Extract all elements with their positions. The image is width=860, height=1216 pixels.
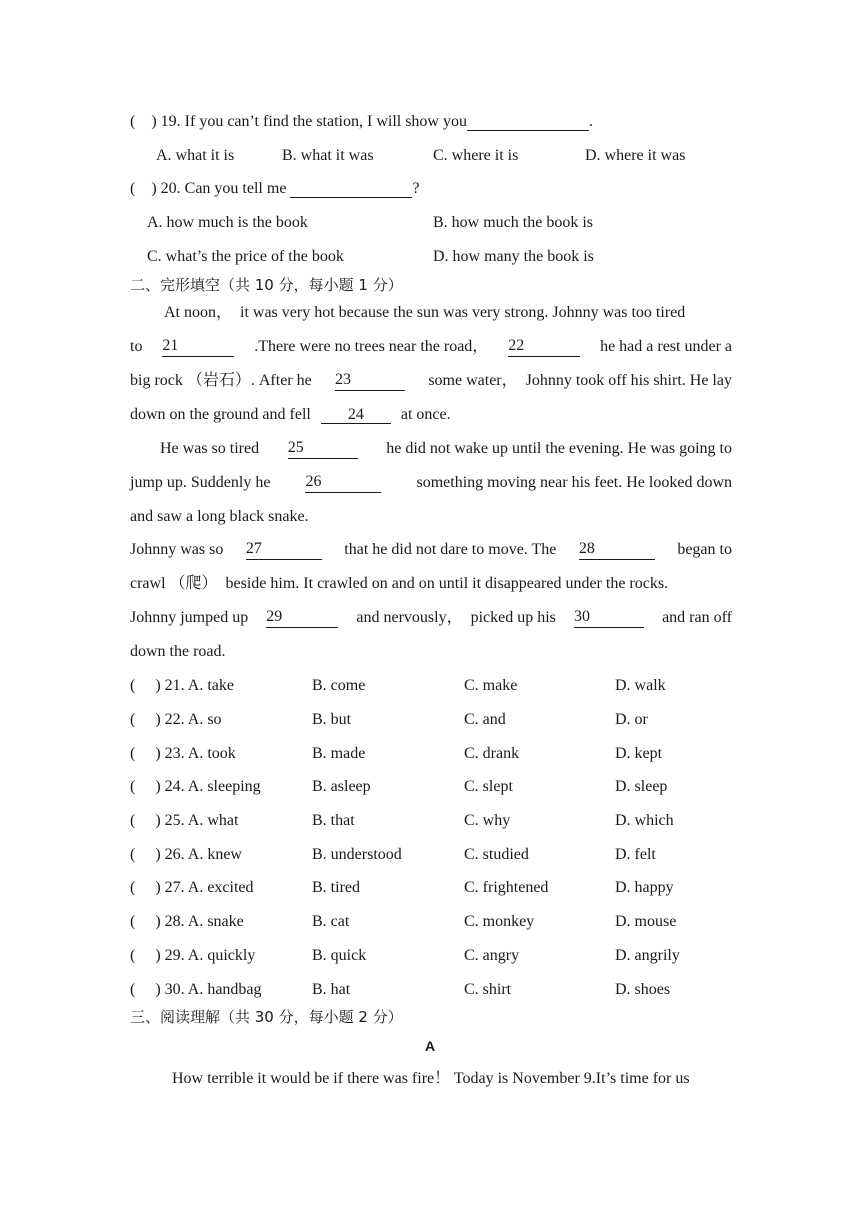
option-c[interactable]: C. studied bbox=[464, 846, 529, 863]
cloze-blank-30[interactable]: 30 bbox=[574, 608, 644, 628]
passage-line bbox=[130, 507, 309, 527]
option-c[interactable]: C. monkey bbox=[464, 913, 535, 930]
passage-line bbox=[130, 642, 226, 662]
question-19 bbox=[130, 112, 593, 132]
option-19-a[interactable]: A. what it is bbox=[156, 147, 235, 164]
question-row-25 bbox=[130, 811, 770, 831]
cloze-blank-23[interactable]: 23 bbox=[335, 371, 405, 391]
question-row-29 bbox=[130, 946, 770, 966]
option-b[interactable]: B. but bbox=[312, 711, 352, 728]
option-19-b[interactable]: B. what it was bbox=[282, 147, 374, 164]
passage-text: At noon， it was very hot because the sun was very strong. Johnny was too tired bbox=[164, 304, 686, 321]
cloze-blank-22[interactable]: 22 bbox=[508, 337, 580, 357]
passage-text: began to bbox=[677, 541, 732, 558]
option-a[interactable]: ( ) 28. A. snake bbox=[130, 913, 244, 930]
passage-text: He was so tired bbox=[160, 440, 260, 457]
passage-text: he had a rest under a bbox=[600, 338, 732, 355]
question-row-27 bbox=[130, 878, 770, 898]
option-c[interactable]: C. slept bbox=[464, 778, 513, 795]
section-3-heading: 三、阅读理解（共 30 分，每小题 2 分） bbox=[130, 1008, 403, 1026]
question-row-26 bbox=[130, 845, 770, 865]
option-d[interactable]: D. felt bbox=[615, 846, 656, 863]
option-b[interactable]: B. cat bbox=[312, 913, 350, 930]
passage-text: .There were no trees near the road， bbox=[254, 338, 489, 355]
option-d[interactable]: D. walk bbox=[615, 677, 666, 694]
option-c[interactable]: C. drank bbox=[464, 745, 520, 762]
option-a[interactable]: ( ) 24. A. sleeping bbox=[130, 778, 261, 795]
passage-text: crawl （爬） beside him. It crawled on and on until it disappeared under the rocks. bbox=[130, 575, 669, 592]
passage-text: and saw a long black snake. bbox=[130, 508, 309, 525]
option-20-a[interactable]: A. how much is the book bbox=[147, 214, 308, 231]
passage-line: How terrible it would be if there was fire！ Today is November 9.It’s time for us bbox=[172, 1070, 690, 1087]
option-19-c[interactable]: C. where it is bbox=[433, 147, 519, 164]
question-row-23 bbox=[130, 744, 770, 764]
option-b[interactable]: B. that bbox=[312, 812, 355, 829]
passage-line bbox=[130, 337, 732, 357]
question-row-30 bbox=[130, 980, 770, 1000]
option-c[interactable]: C. frightened bbox=[464, 879, 549, 896]
option-d[interactable]: D. or bbox=[615, 711, 648, 728]
option-a[interactable]: ( ) 23. A. took bbox=[130, 745, 236, 762]
passage-text: to bbox=[130, 338, 143, 355]
passage-line bbox=[160, 439, 732, 459]
cloze-blank-21[interactable]: 21 bbox=[162, 337, 234, 357]
section-2-heading: 二、完形填空（共 10 分，每小题 1 分） bbox=[130, 276, 403, 294]
question-19-paren: ( bbox=[130, 113, 136, 130]
passage-text: Johnny was so bbox=[130, 541, 224, 558]
option-a[interactable]: ( ) 27. A. excited bbox=[130, 879, 254, 896]
question-20-paren: ( bbox=[130, 180, 136, 197]
passage-text: down on the ground and fell bbox=[130, 406, 311, 423]
option-d[interactable]: D. which bbox=[615, 812, 674, 829]
option-d[interactable]: D. mouse bbox=[615, 913, 677, 930]
option-d[interactable]: D. happy bbox=[615, 879, 674, 896]
option-20-b[interactable]: B. how much the book is bbox=[433, 214, 593, 231]
cloze-blank-24[interactable]: 24 bbox=[321, 406, 391, 424]
option-c[interactable]: C. make bbox=[464, 677, 518, 694]
option-b[interactable]: B. made bbox=[312, 745, 366, 762]
passage-text: he did not wake up until the evening. He was going to bbox=[386, 440, 732, 457]
passage-line bbox=[130, 473, 732, 493]
passage-line bbox=[164, 303, 732, 323]
option-c[interactable]: C. and bbox=[464, 711, 506, 728]
option-20-c[interactable]: C. what’s the price of the book bbox=[147, 248, 344, 265]
passage-line bbox=[130, 574, 732, 594]
question-row-21 bbox=[130, 676, 770, 696]
passage-text: and nervously， picked up his bbox=[356, 609, 556, 626]
option-b[interactable]: B. quick bbox=[312, 947, 367, 964]
passage-text: down the road. bbox=[130, 643, 226, 660]
option-b[interactable]: B. come bbox=[312, 677, 366, 694]
option-a[interactable]: ( ) 25. A. what bbox=[130, 812, 239, 829]
question-20-end: ? bbox=[412, 180, 420, 197]
question-19-stem: ) 19. If you can’t find the station, I will show you bbox=[135, 113, 467, 130]
option-d[interactable]: D. shoes bbox=[615, 981, 671, 998]
option-a[interactable]: ( ) 22. A. so bbox=[130, 711, 222, 728]
cloze-blank-28[interactable]: 28 bbox=[579, 540, 655, 560]
passage-text: that he did not dare to move. The bbox=[344, 541, 557, 558]
passage-text: at once. bbox=[400, 406, 451, 423]
passage-text: something moving near his feet. He looked down bbox=[416, 474, 732, 491]
passage-text: and ran off bbox=[662, 609, 732, 626]
option-d[interactable]: D. angrily bbox=[615, 947, 680, 964]
option-d[interactable]: D. sleep bbox=[615, 778, 668, 795]
question-row-24 bbox=[130, 777, 770, 797]
answer-blank-19[interactable] bbox=[467, 113, 589, 131]
option-d[interactable]: D. kept bbox=[615, 745, 663, 762]
question-19-end: . bbox=[588, 113, 593, 130]
option-c[interactable]: C. shirt bbox=[464, 981, 512, 998]
question-row-28 bbox=[130, 912, 770, 932]
option-c[interactable]: C. angry bbox=[464, 947, 520, 964]
cloze-blank-25[interactable]: 25 bbox=[288, 439, 358, 459]
option-a[interactable]: ( ) 30. A. handbag bbox=[130, 981, 262, 998]
passage-text: jump up. Suddenly he bbox=[130, 474, 271, 491]
option-b[interactable]: B. asleep bbox=[312, 778, 371, 795]
passage-line bbox=[130, 405, 451, 425]
passage-line bbox=[130, 371, 732, 391]
option-b[interactable]: B. understood bbox=[312, 846, 402, 863]
option-a[interactable]: ( ) 26. A. knew bbox=[130, 846, 242, 863]
passage-line bbox=[130, 540, 732, 560]
question-20 bbox=[130, 179, 420, 199]
passage-text: Johnny jumped up bbox=[130, 609, 249, 626]
option-b[interactable]: B. hat bbox=[312, 981, 351, 998]
passage-line bbox=[130, 608, 732, 628]
passage-text: big rock （岩石）. After he bbox=[130, 372, 312, 389]
option-19-d[interactable]: D. where it was bbox=[585, 147, 686, 164]
option-c[interactable]: C. why bbox=[464, 812, 511, 829]
option-20-d[interactable]: D. how many the book is bbox=[433, 248, 594, 265]
question-row-22 bbox=[130, 710, 770, 730]
option-a[interactable]: ( ) 29. A. quickly bbox=[130, 947, 256, 964]
cloze-blank-29[interactable]: 29 bbox=[266, 608, 338, 628]
cloze-blank-26[interactable]: 26 bbox=[305, 473, 381, 493]
answer-blank-20[interactable] bbox=[290, 180, 412, 198]
option-b[interactable]: B. tired bbox=[312, 879, 360, 896]
question-20-stem: ) 20. Can you tell me bbox=[135, 180, 291, 197]
passage-label: A bbox=[424, 1038, 436, 1054]
cloze-blank-27[interactable]: 27 bbox=[246, 540, 322, 560]
passage-text: some water， Johnny took off his shirt. He lay bbox=[428, 372, 732, 389]
option-a[interactable]: ( ) 21. A. take bbox=[130, 677, 234, 694]
